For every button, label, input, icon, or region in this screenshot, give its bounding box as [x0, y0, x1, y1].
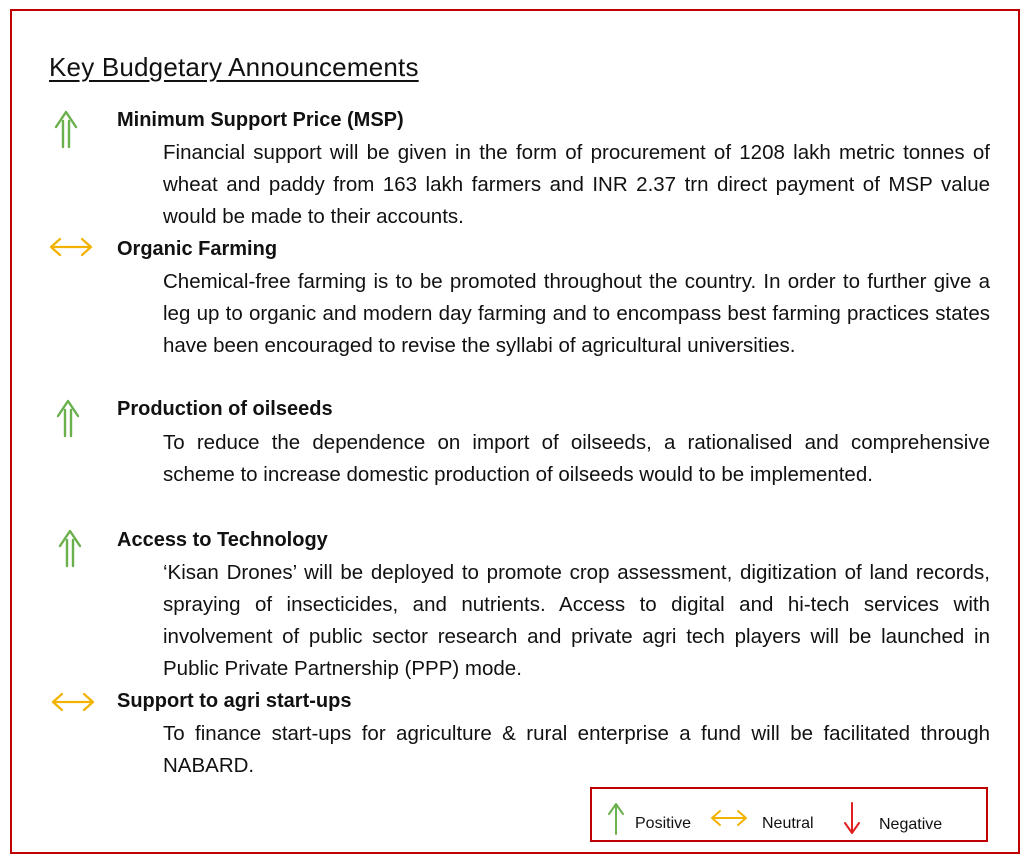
item-title: Organic Farming: [117, 238, 278, 260]
left-right-arrow-icon: [48, 232, 92, 268]
item-description: To finance start-ups for agriculture & rural enterprise a fund will be facilitated through NABARD.: [163, 722, 990, 777]
item-description: To reduce the dependence on import of oilseeds, a rationalised and comprehensive scheme to increase domestic production of oilseeds would to be implemented.: [163, 431, 990, 486]
item-description: Financial support will be given in the form of procurement of 1208 lakh metric tonnes of wheat and paddy from 163 lakh farmers and INR 2.37 trn direct payment of MSP value would be made to their accounts.: [163, 141, 990, 228]
up-arrow-icon: [606, 802, 626, 836]
legend-label: Neutral: [762, 815, 814, 832]
item-title: Production of oilseeds: [117, 398, 333, 420]
item-description: ‘Kisan Drones’ will be deployed to promote crop assessment, digitization of land records, spraying of insecticides, and nutrients. Access to digital and hi-tech services with involvement of public sector research and private agri tech players will be launched in Public Private Partnership (PPP) mode.: [163, 561, 990, 680]
item-title: Access to Technology: [117, 529, 328, 551]
down-arrow-icon: [842, 801, 862, 835]
page-title: Key Budgetary Announcements: [49, 52, 419, 82]
up-arrow-icon: [49, 528, 93, 564]
legend-item-positive: [592, 789, 707, 840]
legend-item-negative: [842, 789, 986, 840]
legend-label: Positive: [635, 815, 692, 832]
item-title: Minimum Support Price (MSP): [117, 109, 404, 131]
up-arrow-icon: [45, 109, 89, 145]
up-arrow-icon: [47, 398, 91, 434]
item-description: Chemical-free farming is to be promoted throughout the country. In order to further give a leg up to organic and modern day farming and to encompass best farming practices states have been encouraged to revise the syllabi of agricultural universities.: [163, 270, 990, 357]
left-right-arrow-icon: [50, 687, 94, 723]
legend-item-neutral: [710, 789, 840, 840]
item-title: Support to agri start-ups: [117, 690, 352, 712]
legend-label: Negative: [879, 816, 943, 833]
left-right-arrow-icon: [710, 807, 748, 829]
legend: [590, 787, 988, 842]
